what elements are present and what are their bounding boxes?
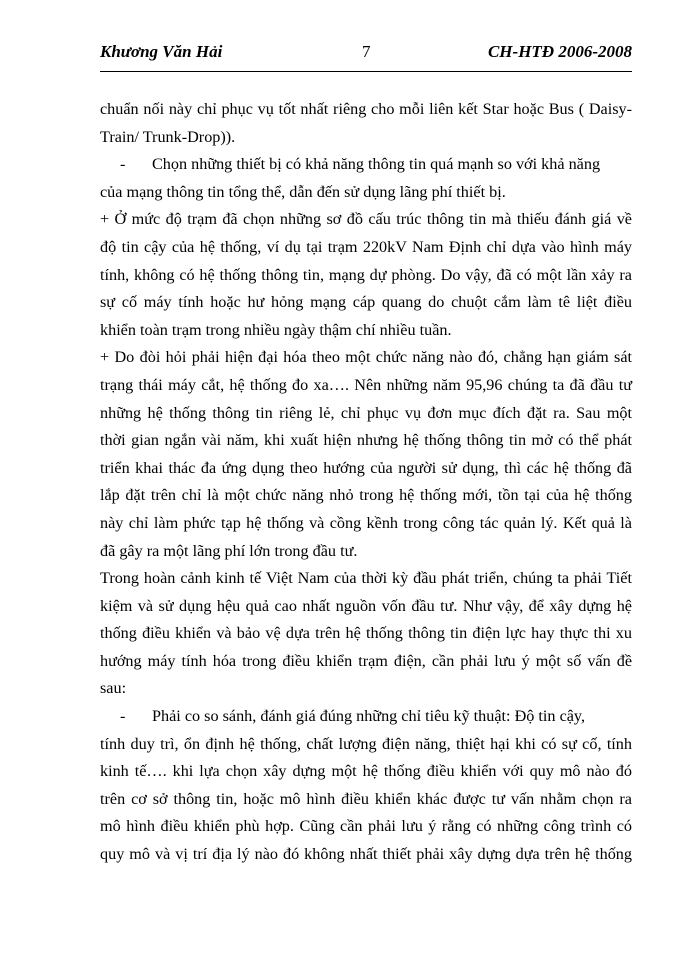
text-line: lắp đặt trên chỉ là một chức năng nhỏ trong hệ thống mới, tồn tại của hệ thống: [100, 486, 632, 505]
text-line: sau:: [100, 679, 127, 698]
header-page-number: 7: [362, 42, 371, 61]
bullet-text: Phải co so sánh, đánh giá đúng những chỉ tiêu kỹ thuật: Độ tin cậy,: [152, 707, 586, 726]
text-line: đã gây ra một lãng phí lớn trong đầu tư.: [100, 541, 358, 560]
text-line: tính, không có hệ thống thông tin, mạng dự phòng. Do vậy, đã có một lần xảy ra: [100, 265, 632, 284]
text-line: kiệm và sử dụng hệu quả cao nhất nguồn vốn đầu tư. Như vậy, để xây dựng hệ: [100, 596, 632, 615]
document-body: [100, 96, 632, 869]
text-line: những hệ thống thông tin riêng lẻ, chỉ phục vụ đơn mục đích đặt ra. Sau một: [100, 403, 632, 422]
text-line: thống điều khiển và bảo vệ dựa trên hệ thống thông tin điện lực hay thực thi xu: [100, 624, 632, 643]
header-course: CH-HTĐ 2006-2008: [487, 42, 632, 61]
text-line: mô hình điều khiển phù hợp. Cũng cần phải lưu ý rằng có những công trình có: [100, 817, 632, 836]
text-line: + Do đòi hỏi phải hiện đại hóa theo một chức năng nào đó, chẳng hạn giám sát: [100, 348, 632, 367]
text-line: hướng máy tính hóa trong điều khiển trạm điện, cần phải lưu ý một số vấn đề: [100, 651, 632, 670]
header-author: Khương Văn Hải: [100, 42, 223, 61]
text-line: sự cố máy tính hoặc hư hỏng mạng cáp quang do chuột cắm làm tê liệt điều: [100, 293, 632, 312]
text-line: độ tin cậy của hệ thống, ví dụ tại trạm 220kV Nam Định chỉ dựa vào hình máy: [100, 237, 632, 256]
text-line: kinh tế…. khi lựa chọn xây dựng một hệ thống điều khiển với quy mô nào đó: [100, 762, 632, 781]
bullet-line: [100, 151, 632, 179]
bullet-line: [100, 703, 632, 731]
text-line: của mạng thông tin tổng thể, dẫn đến sử dụng lãng phí thiết bị.: [100, 182, 506, 201]
bullet-dash: -: [120, 707, 126, 726]
text-line: Train/ Trunk-Drop)).: [100, 127, 236, 146]
text-line: khiển toàn trạm trong nhiều ngày thậm chí nhiều tuần.: [100, 320, 452, 339]
bullet-text: Chọn những thiết bị có khả năng thông tin quá mạnh so với khả năng: [152, 155, 601, 174]
text-line: chuẩn nối này chỉ phục vụ tốt nhất riêng cho mỗi liên kết Star hoặc Bus ( Daisy-: [100, 100, 632, 118]
text-line: tính duy trì, ổn định hệ thống, chất lượng điện năng, thiệt hại khi có sự cố, tính: [100, 734, 632, 753]
text-line: trên cơ sở thông tin, hoặc mô hình điều khiển khác được tư vấn nhằm chọn ra: [100, 789, 632, 808]
text-line: triển khai thác đa ứng dụng theo hướng của người sử dụng, thì các hệ thống đã: [100, 458, 632, 477]
bullet-dash: -: [120, 155, 126, 174]
page-header: [100, 37, 632, 65]
text-line: + Ở mức độ trạm đã chọn những sơ đồ cấu trúc thông tin mà thiếu đánh giá về: [100, 210, 632, 229]
text-line: Trong hoàn cảnh kinh tế Việt Nam của thời kỳ đầu phát triển, chúng ta phải Tiết: [100, 569, 632, 588]
text-line: quy mô và vị trí địa lý nào đó không nhất thiết phải xây dựng dựa trên hệ thống: [100, 845, 632, 864]
text-line: thời gian ngắn vài năm, khi xuất hiện nhưng hệ thống thông tin mở có thể phát: [100, 431, 632, 450]
text-line: này chỉ làm phức tạp hệ thống và cồng kềnh trong công tác quản lý. Kết quả là: [100, 513, 632, 532]
text-line: trạng thái máy cắt, hệ thống đo xa…. Nên những năm 95,96 chúng ta đã đầu tư: [100, 375, 632, 394]
header-rule: [100, 71, 632, 72]
